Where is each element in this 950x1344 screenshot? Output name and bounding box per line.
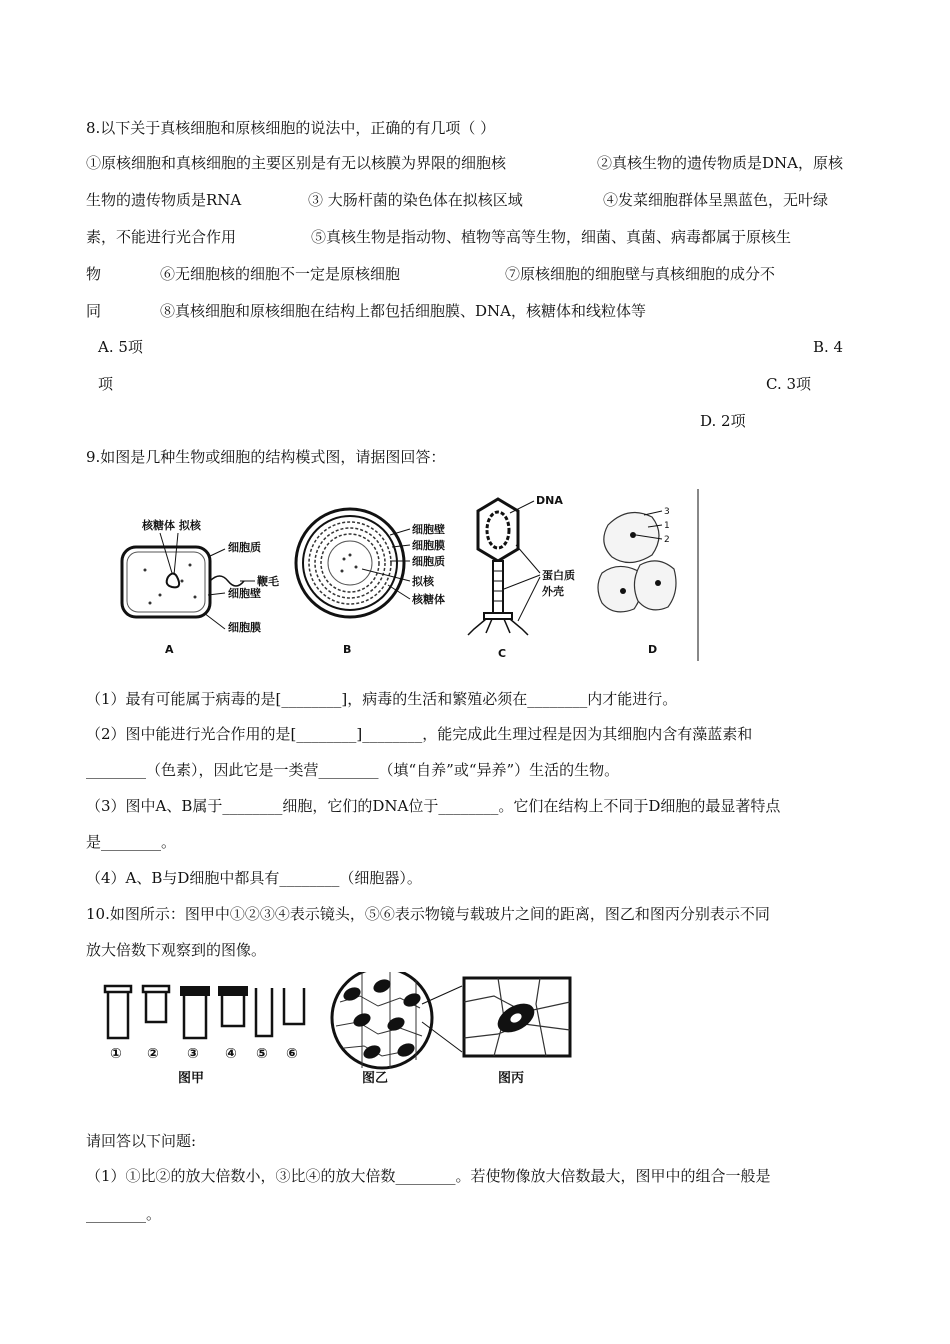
q8-statement-3: ③ 大肠杆菌的染色体在拟核区域 — [308, 191, 523, 209]
q9-sub4: （4）A、B与D细胞中都具有________（细胞器）。 — [86, 869, 422, 887]
q9-sub2-line1: （2）图中能进行光合作用的是[________]________，能完成此生理过程是因为其细胞内含有藻蓝素和 — [86, 725, 753, 743]
figure-yi-view — [332, 972, 462, 1086]
figure-bing-view — [464, 978, 570, 1086]
figure-a-wall-label: 细胞壁 — [228, 587, 261, 600]
q8-statement-2-cont: 生物的遗传物质是RNA — [86, 191, 242, 209]
jia-num-5: ⑤ — [256, 1046, 268, 1062]
figure-c-bacteriophage — [468, 494, 575, 660]
q8-statement-7: ⑦原核细胞的细胞壁与真核细胞的成分不 — [505, 265, 776, 283]
q8-option-b-cont[interactable]: 项 — [98, 375, 114, 393]
figure-a-top-label: 核糖体 拟核 — [142, 519, 201, 532]
figure-a-bacterium — [122, 518, 279, 656]
q10-stem-line2: 放大倍数下观察到的图像。 — [86, 941, 267, 959]
figure-d-cells — [598, 489, 698, 661]
q8-statement-2: ②真核生物的遗传物质是DNA，原核 — [597, 154, 843, 172]
q8-option-b[interactable]: B. 4 — [813, 338, 844, 356]
q8-statement-7-cont: 同 — [86, 302, 102, 320]
q8-option-a[interactable]: A. 5项 — [98, 338, 143, 356]
jia-caption: 图甲 — [178, 1071, 205, 1086]
figure-c-protein-label: 蛋白质 — [542, 569, 575, 582]
figure-a-caption: A — [165, 643, 174, 656]
q8-option-d[interactable]: D. 2项 — [700, 412, 746, 430]
figure-d-label-1: 1 — [664, 521, 670, 531]
figure-b-caption: B — [343, 643, 352, 656]
q9-figure — [100, 485, 710, 665]
jia-num-1: ① — [110, 1046, 122, 1062]
q10-figure — [100, 972, 590, 1092]
q8-statement-6: ⑥无细胞核的细胞不一定是原核细胞 — [160, 265, 401, 283]
figure-jia-lenses — [105, 986, 304, 1086]
figure-a-cytoplasm-label: 细胞质 — [228, 541, 261, 554]
figure-c-coat-label: 外壳 — [542, 585, 564, 598]
figure-d-label-2: 2 — [664, 535, 670, 545]
q8-option-c[interactable]: C. 3项 — [766, 375, 812, 393]
q10-sub1-line2: ________。 — [86, 1205, 162, 1223]
q9-sub1: （1）最有可能属于病毒的是[________]，病毒的生活和繁殖必须在________内才能进行。 — [86, 690, 678, 708]
figure-b-cytoplasm-label: 细胞质 — [412, 555, 445, 568]
q8-statement-5: ⑤真核生物是指动物、植物等高等生物，细菌、真菌、病毒都属于原核生 — [311, 228, 792, 246]
jia-num-4: ④ — [225, 1046, 237, 1062]
yi-caption: 图乙 — [362, 1071, 389, 1086]
q8-statement-4: ④发菜细胞群体呈黑蓝色，无叶绿 — [603, 191, 829, 209]
figure-b-ribosome-label: 核糖体 — [412, 593, 445, 606]
q8-stem: 8.以下关于真核细胞和原核细胞的说法中，正确的有几项（ ） — [86, 119, 496, 137]
figure-d-label-3: 3 — [664, 507, 670, 517]
q8-statement-1: ①原核细胞和真核细胞的主要区别是有无以核膜为界限的细胞核 — [86, 154, 507, 172]
q8-statement-5-cont: 物 — [86, 265, 102, 283]
figure-a-flagellum-label: 鞭毛 — [257, 575, 279, 588]
q9-sub3-line2: 是________。 — [86, 833, 177, 851]
figure-c-dna-label: DNA — [536, 494, 563, 507]
jia-num-2: ② — [147, 1046, 159, 1062]
q10-stem-line1: 10.如图所示：图甲中①②③④表示镜头，⑤⑥表示物镜与载玻片之间的距离，图乙和图丙分别表示不同 — [86, 905, 770, 923]
figure-a-membrane-label: 细胞膜 — [228, 621, 261, 634]
figure-b-nucleoid-label: 拟核 — [412, 575, 434, 588]
figure-b-cyanobacterium — [296, 509, 445, 656]
bing-caption: 图丙 — [498, 1071, 525, 1086]
q10-sub1-line1: （1）①比②的放大倍数小，③比④的放大倍数________。若使物像放大倍数最大，图甲中的组合一般是 — [86, 1167, 771, 1185]
figure-d-caption: D — [648, 643, 658, 656]
q8-statement-4-cont: 素，不能进行光合作用 — [86, 228, 237, 246]
figure-b-membrane-label: 细胞膜 — [412, 539, 445, 552]
figure-b-wall-label: 细胞壁 — [412, 523, 445, 536]
q9-sub2-line2: ________（色素），因此它是一类营________（填“自养”或“异养”）生活的生物。 — [86, 761, 620, 779]
figure-c-caption: C — [498, 647, 507, 660]
jia-num-3: ③ — [187, 1046, 199, 1062]
q9-sub3-line1: （3）图中A、B属于________细胞，它们的DNA位于________。它们在结构上不同于D细胞的最显著特点 — [86, 797, 781, 815]
q8-statement-8: ⑧真核细胞和原核细胞在结构上都包括细胞膜、DNA，核糖体和线粒体等 — [160, 302, 646, 320]
q10-prompt: 请回答以下问题: — [86, 1132, 197, 1150]
jia-num-6: ⑥ — [286, 1046, 298, 1062]
q9-stem: 9.如图是几种生物或细胞的结构模式图，请据图回答： — [86, 448, 446, 466]
